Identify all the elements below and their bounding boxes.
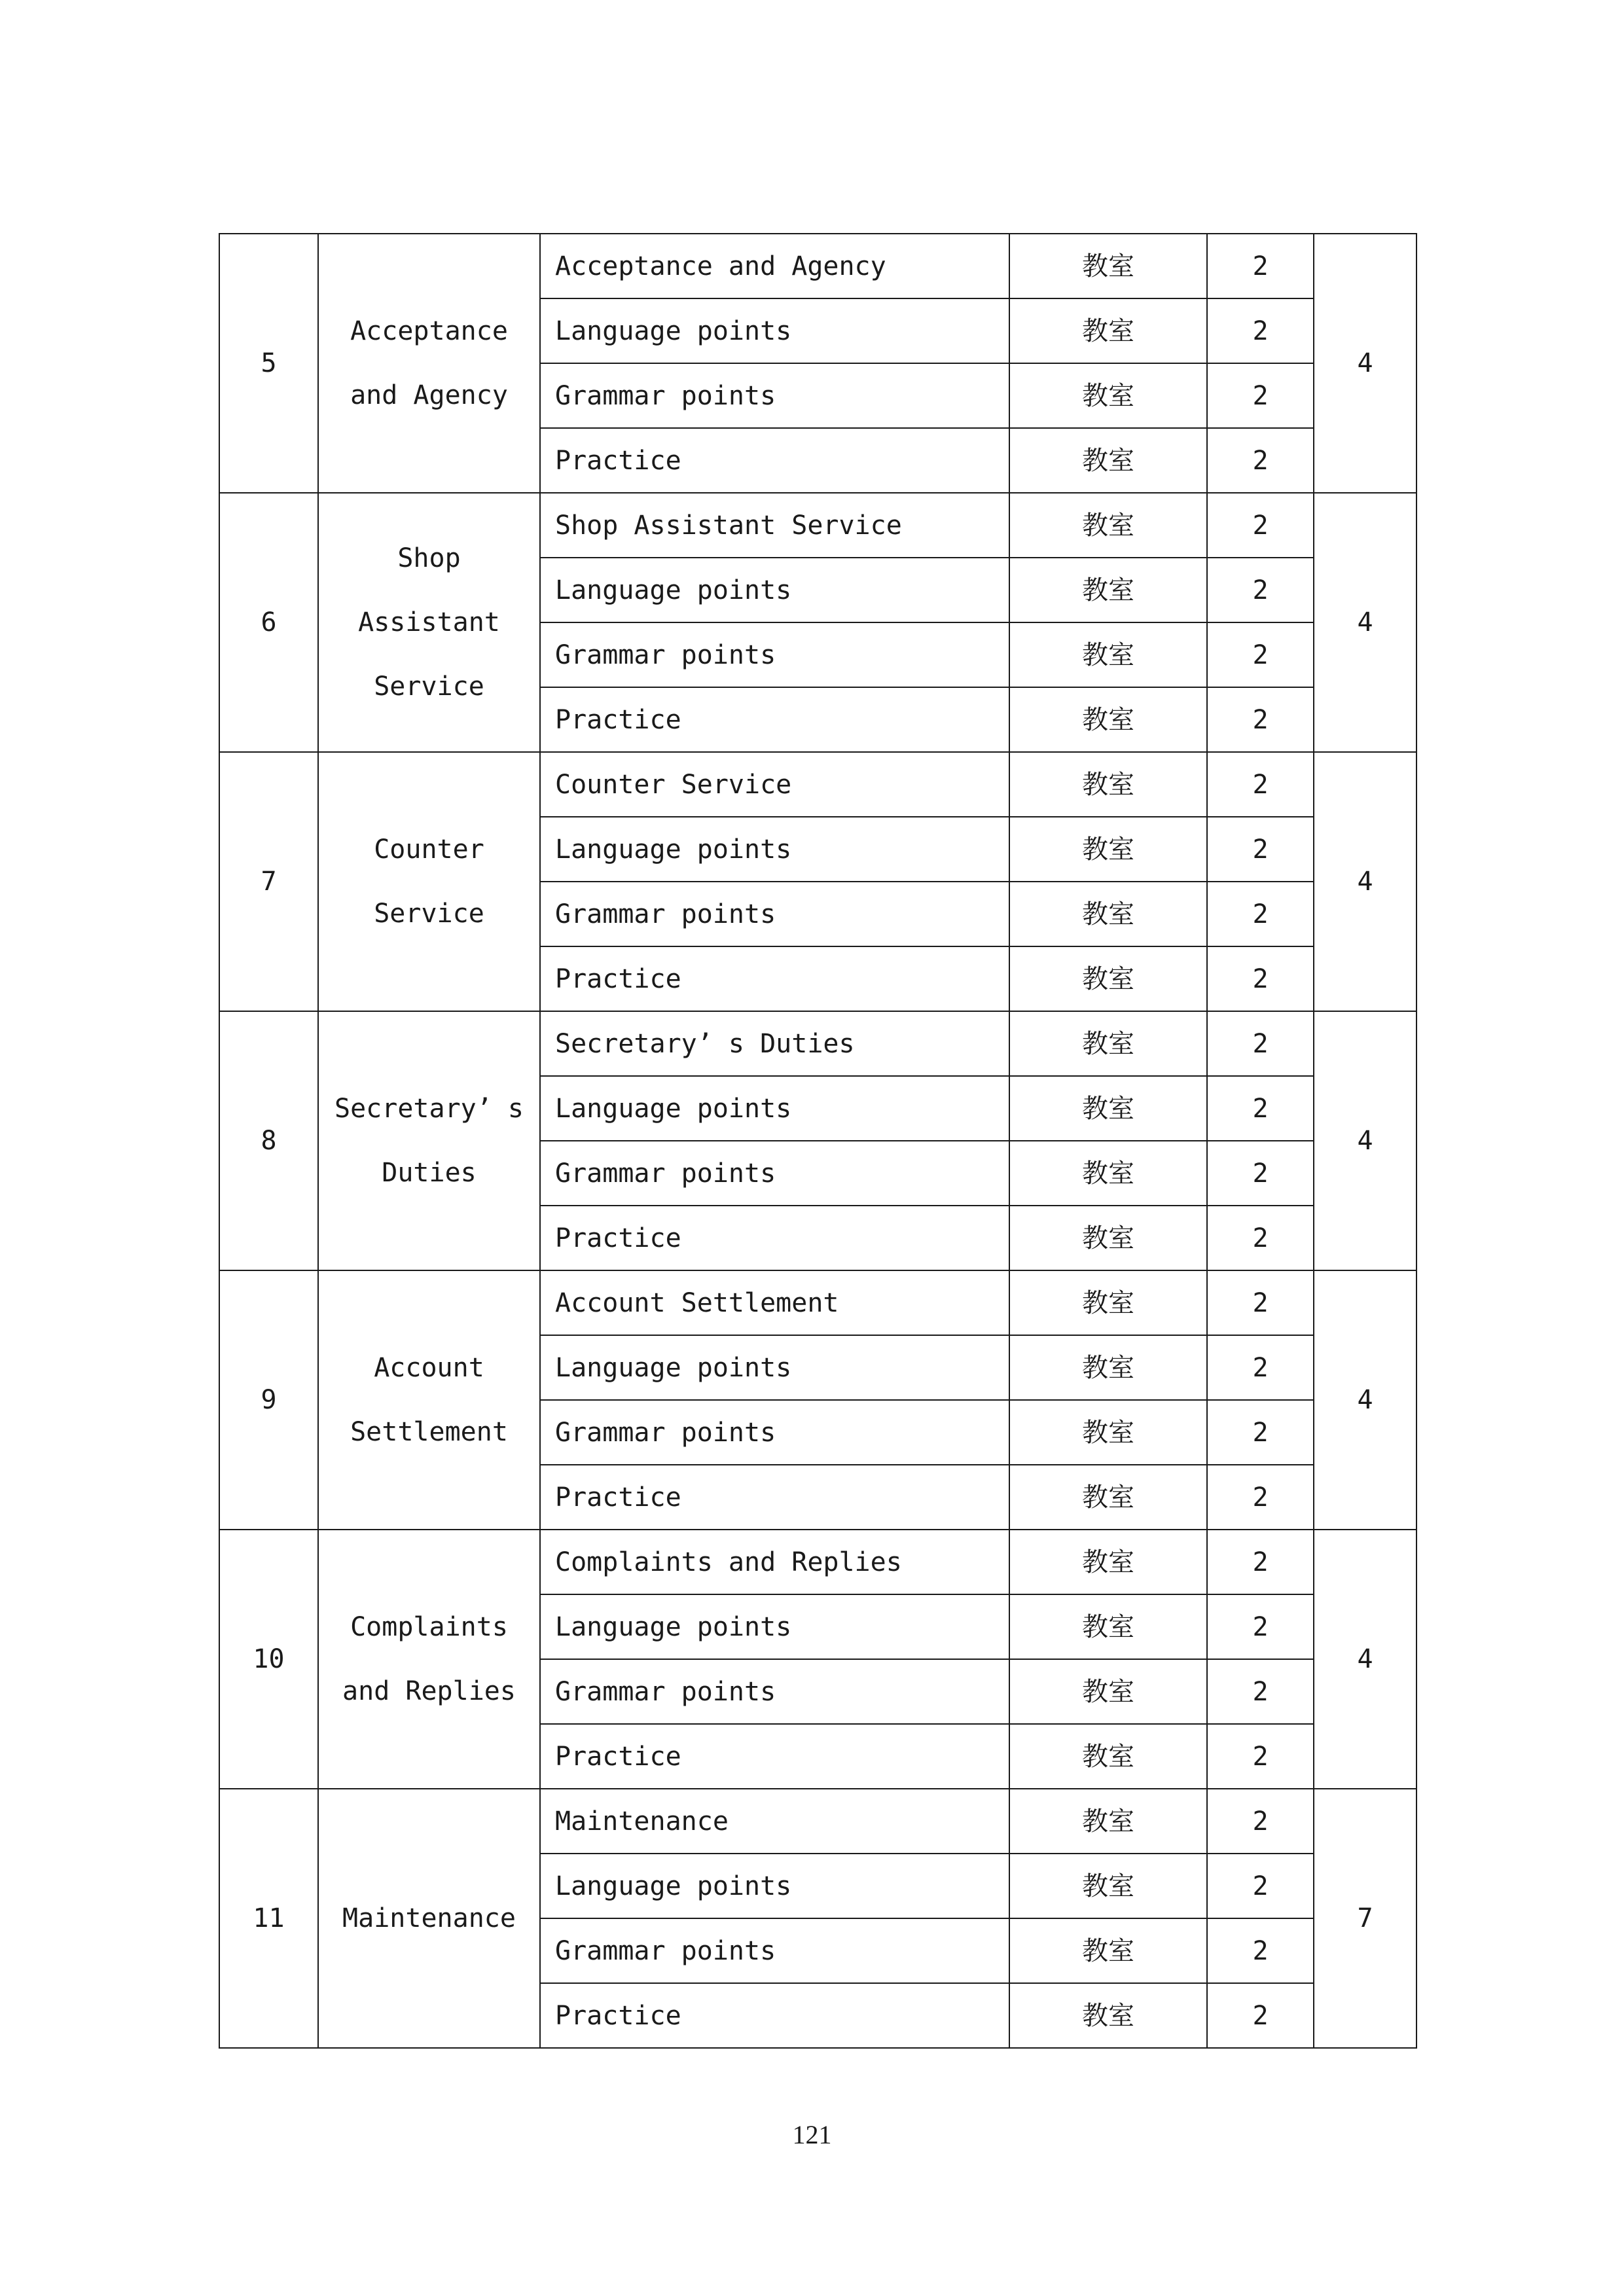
hours-cell: 2	[1207, 558, 1314, 622]
hours-cell: 2	[1207, 1011, 1314, 1076]
hours-cell: 2	[1207, 298, 1314, 363]
unit-name-cell: Counter Service	[318, 752, 540, 1011]
topic-cell: Practice	[540, 687, 1009, 752]
hours-cell: 2	[1207, 234, 1314, 298]
topic-cell: Secretary’ s Duties	[540, 1011, 1009, 1076]
hours-cell: 2	[1207, 1335, 1314, 1400]
hours-cell: 2	[1207, 1076, 1314, 1141]
place-cell: 教室	[1009, 1400, 1207, 1465]
place-cell: 教室	[1009, 1270, 1207, 1335]
topic-cell: Shop Assistant Service	[540, 493, 1009, 558]
place-cell: 教室	[1009, 1206, 1207, 1270]
topic-cell: Practice	[540, 1724, 1009, 1789]
table-row	[219, 1270, 1416, 1335]
schedule-table-body	[219, 234, 1416, 2048]
hours-cell: 2	[1207, 1141, 1314, 1206]
topic-cell: Counter Service	[540, 752, 1009, 817]
topic-cell: Grammar points	[540, 363, 1009, 428]
hours-cell: 2	[1207, 363, 1314, 428]
place-cell: 教室	[1009, 1335, 1207, 1400]
topic-cell: Language points	[540, 298, 1009, 363]
unit-name-cell: Complaints and Replies	[318, 1530, 540, 1789]
unit-number-cell: 10	[219, 1530, 318, 1789]
unit-name-cell: Maintenance	[318, 1789, 540, 2048]
unit-number-cell: 7	[219, 752, 318, 1011]
table-row	[219, 234, 1416, 298]
schedule-table	[219, 233, 1417, 2049]
place-cell: 教室	[1009, 234, 1207, 298]
topic-cell: Practice	[540, 1465, 1009, 1530]
topic-cell: Language points	[540, 1594, 1009, 1659]
topic-cell: Language points	[540, 1854, 1009, 1918]
hours-cell: 2	[1207, 882, 1314, 946]
place-cell: 教室	[1009, 946, 1207, 1011]
table-row	[219, 1789, 1416, 1854]
place-cell: 教室	[1009, 1011, 1207, 1076]
topic-cell: Acceptance and Agency	[540, 234, 1009, 298]
topic-cell: Practice	[540, 428, 1009, 493]
hours-cell: 2	[1207, 428, 1314, 493]
topic-cell: Grammar points	[540, 1659, 1009, 1724]
total-hours-cell: 4	[1314, 1270, 1416, 1530]
place-cell: 教室	[1009, 1594, 1207, 1659]
hours-cell: 2	[1207, 752, 1314, 817]
hours-cell: 2	[1207, 1400, 1314, 1465]
topic-cell: Practice	[540, 1983, 1009, 2048]
place-cell: 教室	[1009, 1465, 1207, 1530]
topic-cell: Language points	[540, 817, 1009, 882]
hours-cell: 2	[1207, 1724, 1314, 1789]
hours-cell: 2	[1207, 1983, 1314, 2048]
place-cell: 教室	[1009, 428, 1207, 493]
hours-cell: 2	[1207, 817, 1314, 882]
place-cell: 教室	[1009, 1724, 1207, 1789]
place-cell: 教室	[1009, 1854, 1207, 1918]
place-cell: 教室	[1009, 298, 1207, 363]
topic-cell: Account Settlement	[540, 1270, 1009, 1335]
table-row	[219, 1011, 1416, 1076]
place-cell: 教室	[1009, 687, 1207, 752]
hours-cell: 2	[1207, 1854, 1314, 1918]
hours-cell: 2	[1207, 1206, 1314, 1270]
hours-cell: 2	[1207, 1789, 1314, 1854]
topic-cell: Grammar points	[540, 622, 1009, 687]
total-hours-cell: 4	[1314, 493, 1416, 752]
place-cell: 教室	[1009, 622, 1207, 687]
place-cell: 教室	[1009, 1530, 1207, 1594]
unit-name-cell: Shop Assistant Service	[318, 493, 540, 752]
table-row	[219, 752, 1416, 817]
place-cell: 教室	[1009, 1983, 1207, 2048]
hours-cell: 2	[1207, 687, 1314, 752]
topic-cell: Language points	[540, 1076, 1009, 1141]
place-cell: 教室	[1009, 1141, 1207, 1206]
hours-cell: 2	[1207, 946, 1314, 1011]
hours-cell: 2	[1207, 1594, 1314, 1659]
place-cell: 教室	[1009, 1076, 1207, 1141]
topic-cell: Practice	[540, 1206, 1009, 1270]
topic-cell: Language points	[540, 558, 1009, 622]
unit-number-cell: 8	[219, 1011, 318, 1270]
total-hours-cell: 7	[1314, 1789, 1416, 2048]
unit-number-cell: 9	[219, 1270, 318, 1530]
place-cell: 教室	[1009, 493, 1207, 558]
topic-cell: Practice	[540, 946, 1009, 1011]
hours-cell: 2	[1207, 1918, 1314, 1983]
total-hours-cell: 4	[1314, 752, 1416, 1011]
topic-cell: Grammar points	[540, 1918, 1009, 1983]
topic-cell: Maintenance	[540, 1789, 1009, 1854]
place-cell: 教室	[1009, 363, 1207, 428]
topic-cell: Complaints and Replies	[540, 1530, 1009, 1594]
topic-cell: Grammar points	[540, 1400, 1009, 1465]
place-cell: 教室	[1009, 752, 1207, 817]
place-cell: 教室	[1009, 1659, 1207, 1724]
hours-cell: 2	[1207, 493, 1314, 558]
place-cell: 教室	[1009, 1918, 1207, 1983]
hours-cell: 2	[1207, 1465, 1314, 1530]
topic-cell: Language points	[540, 1335, 1009, 1400]
place-cell: 教室	[1009, 817, 1207, 882]
unit-name-cell: Acceptance and Agency	[318, 234, 540, 493]
unit-name-cell: Secretary’ s Duties	[318, 1011, 540, 1270]
table-row	[219, 1530, 1416, 1594]
topic-cell: Grammar points	[540, 1141, 1009, 1206]
topic-cell: Grammar points	[540, 882, 1009, 946]
table-row	[219, 493, 1416, 558]
page-number: 121	[792, 2120, 832, 2149]
place-cell: 教室	[1009, 882, 1207, 946]
hours-cell: 2	[1207, 1530, 1314, 1594]
hours-cell: 2	[1207, 1659, 1314, 1724]
place-cell: 教室	[1009, 558, 1207, 622]
unit-number-cell: 6	[219, 493, 318, 752]
total-hours-cell: 4	[1314, 234, 1416, 493]
unit-name-cell: Account Settlement	[318, 1270, 540, 1530]
total-hours-cell: 4	[1314, 1530, 1416, 1789]
total-hours-cell: 4	[1314, 1011, 1416, 1270]
hours-cell: 2	[1207, 622, 1314, 687]
place-cell: 教室	[1009, 1789, 1207, 1854]
hours-cell: 2	[1207, 1270, 1314, 1335]
unit-number-cell: 5	[219, 234, 318, 493]
unit-number-cell: 11	[219, 1789, 318, 2048]
